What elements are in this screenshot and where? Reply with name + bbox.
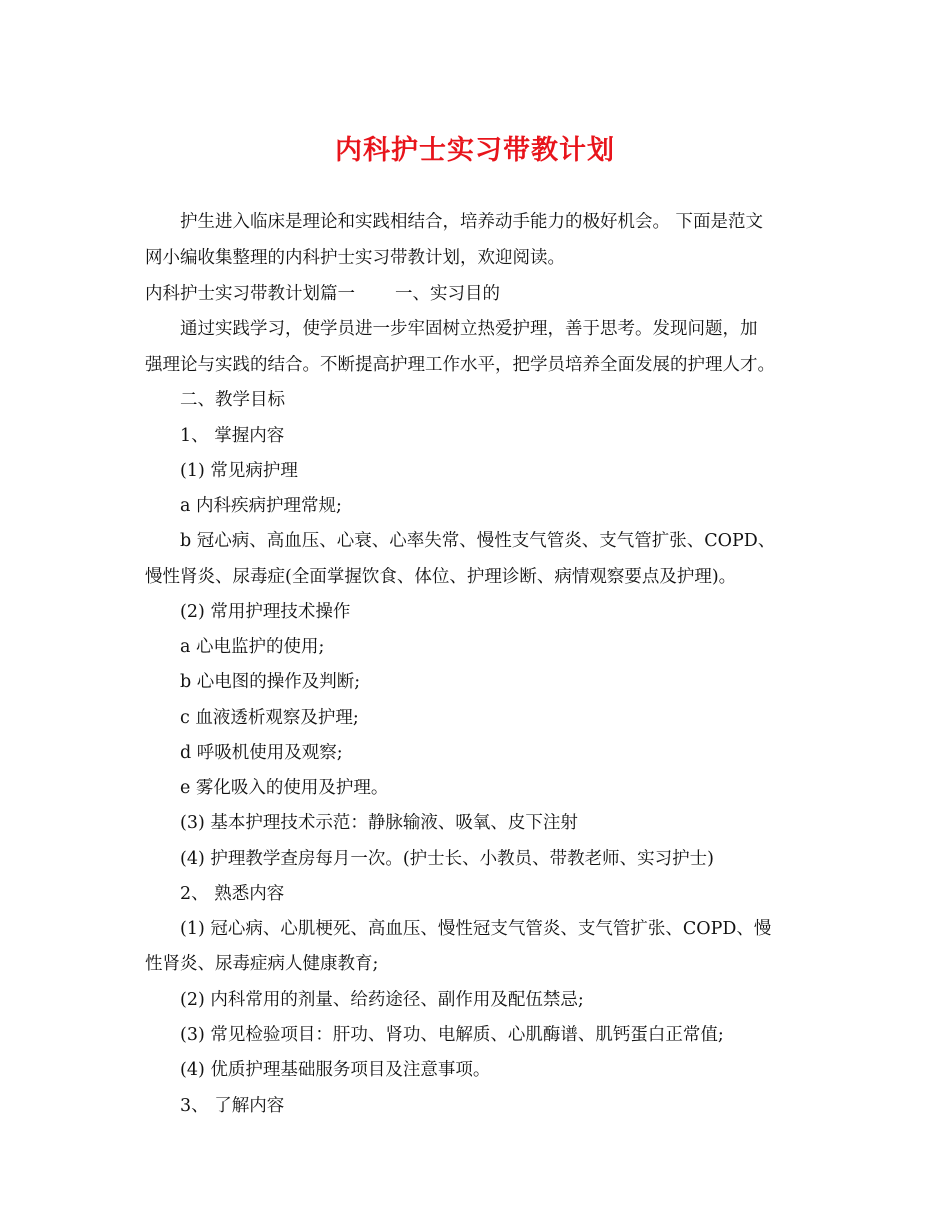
master-item1-b-line-1: b 冠心病、高血压、心衰、心率失常、慢性支气管炎、支气管扩张、COPD、 [180, 531, 776, 551]
section-heading-purpose: 一、实习目的 [395, 284, 500, 304]
master-item3: (3) 基本护理技术示范：静脉输液、吸氧、皮下注射 [180, 813, 578, 833]
familiar-item1-line-1: (1) 冠心病、心肌梗死、高血压、慢性冠支气管炎、支气管扩张、COPD、慢 [180, 919, 772, 939]
objectives-heading: 二、教学目标 [180, 390, 285, 410]
master-item2-b: b 心电图的操作及判断; [180, 672, 361, 692]
master-item2-heading: (2) 常用护理技术操作 [180, 602, 351, 622]
master-item2-e: e 雾化吸入的使用及护理。 [180, 778, 389, 798]
master-item4: (4) 护理教学查房每月一次。(护士长、小教员、带教老师、实习护士) [180, 849, 715, 869]
familiar-item4: (4) 优质护理基础服务项目及注意事项。 [180, 1060, 491, 1080]
document-title: 内科护士实习带教计划 [335, 135, 615, 166]
purpose-line-2: 强理论与实践的结合。不断提高护理工作水平，把学员培养全面发展的护理人才。 [145, 355, 775, 375]
familiar-item2: (2) 内科常用的剂量、给药途径、副作用及配伍禁忌; [180, 990, 584, 1010]
master-item2-d: d 呼吸机使用及观察; [180, 743, 343, 763]
purpose-line-1: 通过实践学习，使学员进一步牢固树立热爱护理，善于思考。发现问题，加 [180, 319, 758, 339]
section-heading [145, 282, 500, 306]
master-item2-a: a 心电监护的使用; [180, 637, 325, 657]
understand-heading: 3、 了解内容 [180, 1096, 285, 1116]
master-heading: 1、 掌握内容 [180, 426, 285, 446]
section-heading-title: 内科护士实习带教计划篇一 [145, 284, 355, 304]
familiar-heading: 2、 熟悉内容 [180, 884, 285, 904]
intro-line-2: 网小编收集整理的内科护士实习带教计划，欢迎阅读。 [145, 248, 565, 268]
familiar-item1-line-2: 性肾炎、尿毒症病人健康教育; [145, 954, 379, 974]
familiar-item3: (3) 常见检验项目：肝功、肾功、电解质、心肌酶谱、肌钙蛋白正常值; [180, 1025, 724, 1045]
master-item1-b-line-2: 慢性肾炎、尿毒症(全面掌握饮食、体位、护理诊断、病情观察要点及护理)。 [145, 567, 737, 587]
master-item1-heading: (1) 常见病护理 [180, 461, 298, 481]
intro-line-1: 护生进入临床是理论和实践相结合，培养动手能力的极好机会。 下面是范文 [180, 212, 764, 232]
master-item2-c: c 血液透析观察及护理; [180, 708, 359, 728]
master-item1-a: a 内科疾病护理常规; [180, 496, 342, 516]
